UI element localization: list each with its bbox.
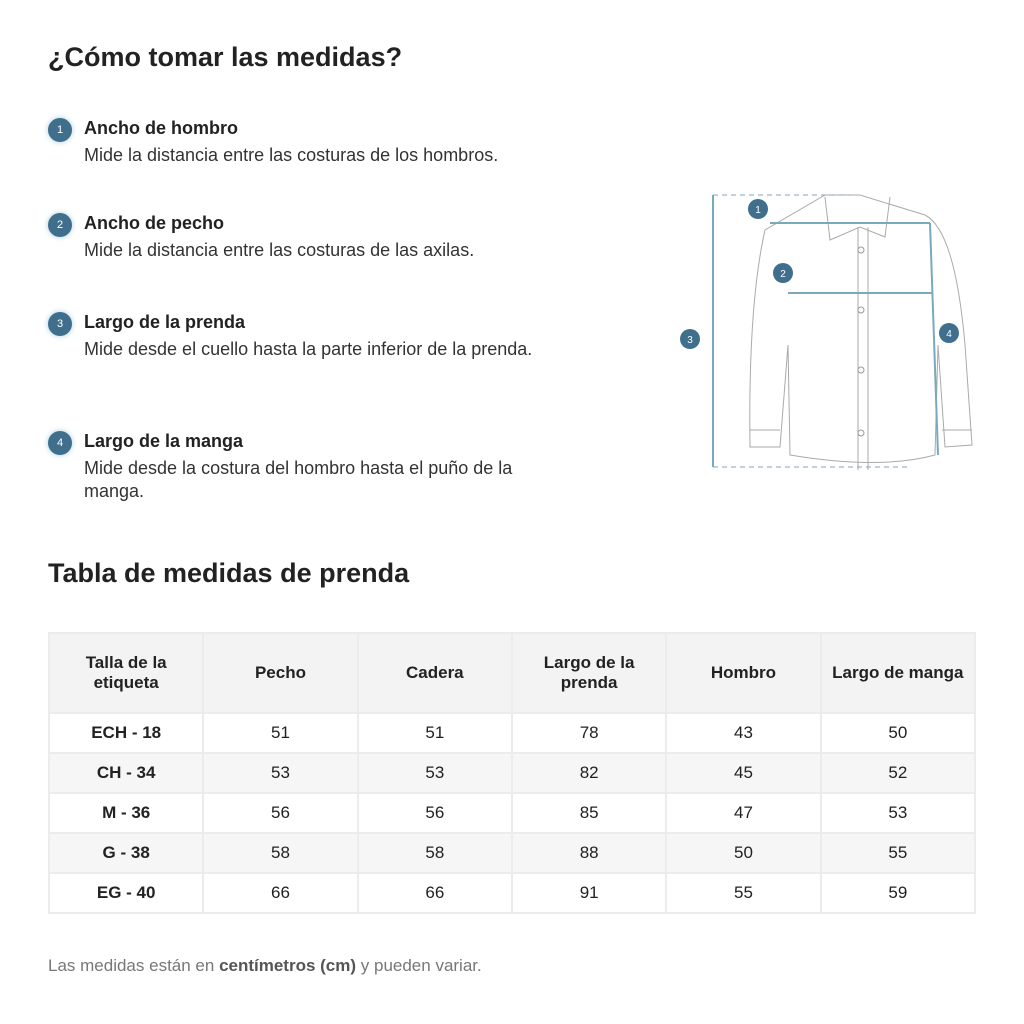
measurement-cell: 85 [512, 793, 666, 833]
measurement-cell: 55 [821, 833, 975, 873]
measurement-cell: 78 [512, 713, 666, 753]
measurement-cell: 91 [512, 873, 666, 913]
measurement-cell: 47 [666, 793, 820, 833]
note-text: Las medidas están en [48, 956, 220, 975]
column-header: Largo de la prenda [512, 633, 666, 713]
measurement-cell: 58 [203, 833, 357, 873]
measurement-cell: 56 [203, 793, 357, 833]
step-chest-width [48, 211, 568, 262]
units-note [48, 956, 482, 976]
table-row [49, 753, 975, 793]
step-title: Largo de la prenda [84, 312, 246, 332]
size-label-cell: G - 38 [49, 833, 203, 873]
marker-2: 2 [780, 269, 786, 280]
column-header: Talla de la etiqueta [49, 633, 203, 713]
measurement-cell: 53 [358, 753, 512, 793]
step-title: Ancho de pecho [84, 213, 225, 233]
step-number-icon: 1 [48, 118, 72, 142]
size-label-cell: EG - 40 [49, 873, 203, 913]
size-table-title: Tabla de medidas de prenda [48, 558, 410, 588]
step-description: Mide la distancia entre las costuras de los hombros. [84, 145, 499, 165]
size-table [48, 632, 976, 914]
step-title: Ancho de hombro [84, 118, 238, 138]
diagram-markers [680, 199, 959, 349]
column-header: Cadera [358, 633, 512, 713]
step-description: Mide desde la costura del hombro hasta el puño de la manga. [84, 458, 513, 501]
measurement-cell: 50 [666, 833, 820, 873]
step-garment-length [48, 310, 568, 361]
column-header: Largo de manga [821, 633, 975, 713]
measurement-cell: 88 [512, 833, 666, 873]
table-row [49, 833, 975, 873]
step-shoulder-width [48, 116, 568, 167]
note-units: centímetros (cm) [219, 956, 357, 975]
note-text-end: y pueden variar. [356, 956, 482, 975]
measurement-cell: 82 [512, 753, 666, 793]
measurement-cell: 43 [666, 713, 820, 753]
step-title: Largo de la manga [84, 431, 244, 451]
step-description: Mide desde el cuello hasta la parte inferior de la prenda. [84, 339, 533, 359]
step-description: Mide la distancia entre las costuras de las axilas. [84, 240, 475, 260]
table-row [49, 793, 975, 833]
step-number-icon: 3 [48, 312, 72, 336]
step-number-icon: 2 [48, 213, 72, 237]
column-header: Pecho [203, 633, 357, 713]
measurement-cell: 51 [358, 713, 512, 753]
measurement-cell: 66 [358, 873, 512, 913]
size-label-cell: CH - 34 [49, 753, 203, 793]
marker-4: 4 [946, 329, 952, 340]
measurement-cell: 53 [203, 753, 357, 793]
measurement-cell: 53 [821, 793, 975, 833]
shirt-diagram [680, 185, 990, 475]
measurement-cell: 45 [666, 753, 820, 793]
marker-1: 1 [755, 205, 761, 216]
measurement-cell: 56 [358, 793, 512, 833]
measurement-cell: 51 [203, 713, 357, 753]
size-label-cell: M - 36 [49, 793, 203, 833]
marker-3: 3 [687, 335, 693, 346]
how-to-measure-title: ¿Cómo tomar las medidas? [48, 42, 403, 72]
measurement-cell: 66 [203, 873, 357, 913]
column-header: Hombro [666, 633, 820, 713]
table-row [49, 873, 975, 913]
table-header-row [49, 633, 975, 713]
measurement-cell: 52 [821, 753, 975, 793]
measurement-cell: 50 [821, 713, 975, 753]
measurement-cell: 58 [358, 833, 512, 873]
step-number-icon: 4 [48, 431, 72, 455]
size-label-cell: ECH - 18 [49, 713, 203, 753]
measurement-cell: 59 [821, 873, 975, 913]
measurement-cell: 55 [666, 873, 820, 913]
step-sleeve-length [48, 429, 568, 503]
table-row [49, 713, 975, 753]
